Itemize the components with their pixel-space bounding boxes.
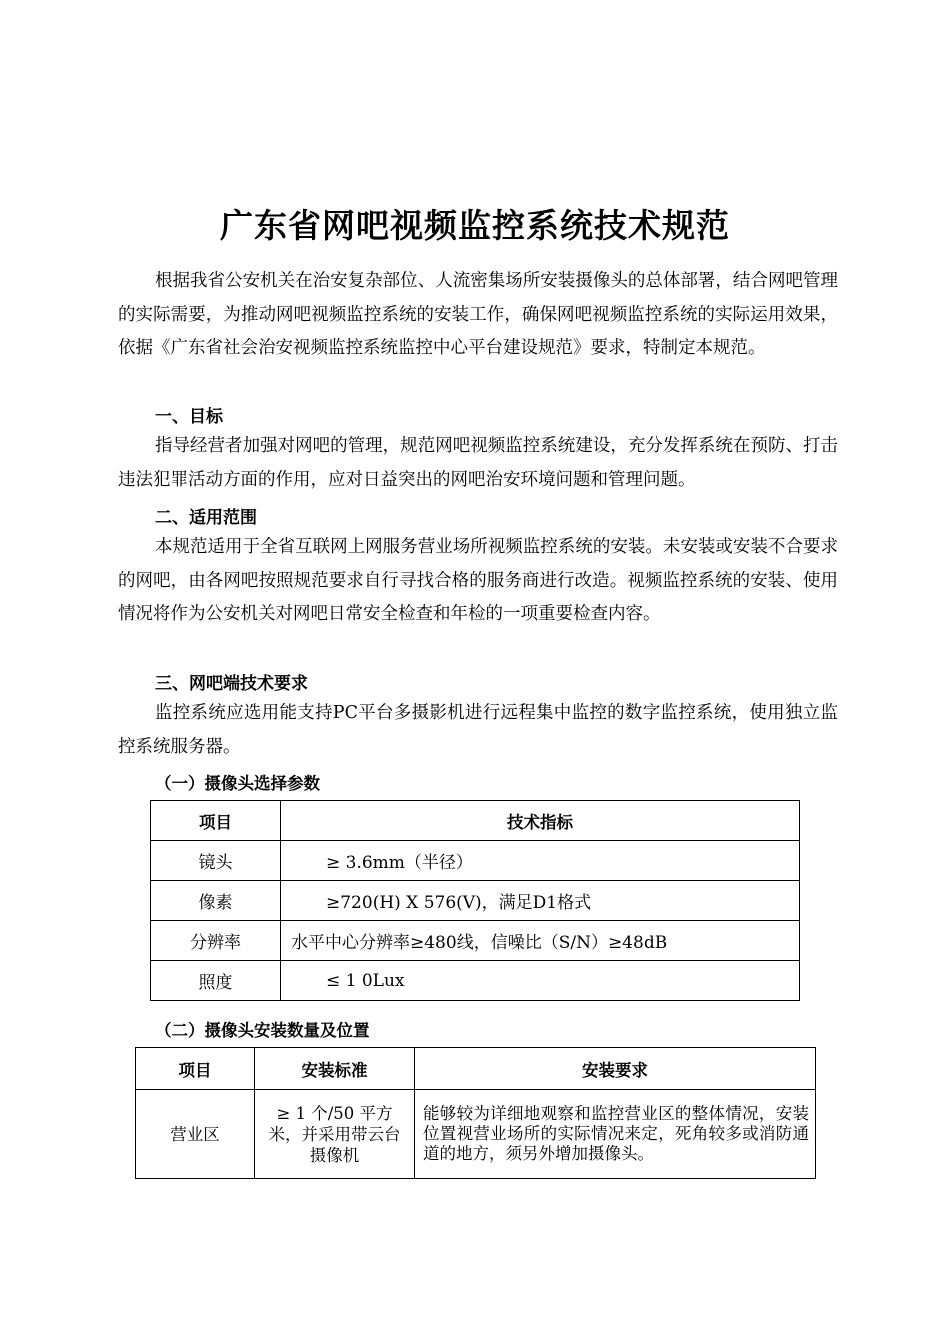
table-header-row [151, 801, 800, 841]
table-cell: 分辨率 [151, 921, 281, 961]
section-body-tech: 监控系统应选用能支持PC平台多摄影机进行远程集中监控的数字监控系统，使用独立监控系统服务器。 [118, 703, 838, 757]
camera-install-table [135, 1047, 816, 1179]
table-header-cell: 安装要求 [415, 1048, 816, 1090]
table-cell: 营业区 [136, 1090, 255, 1179]
section-heading-goal: 一、目标 [155, 407, 223, 427]
table-row [151, 961, 800, 1001]
table-header-cell: 安装标准 [255, 1048, 415, 1090]
table-row [136, 1090, 816, 1179]
table-cell: 水平中心分辨率≥480线，信噪比（S/N）≥48dB [281, 921, 800, 961]
section-body-scope: 本规范适用于全省互联网上网服务营业场所视频监控系统的安装。未安装或安装不合要求的网吧，由各网吧按照规范要求自行寻找合格的服务商进行改造。视频监控系统的安装、使用情况将作为公安机关对网吧日常安全检查和年检的一项重要检查内容。 [118, 537, 838, 624]
table-cell: ≤ 1 0Lux [281, 961, 800, 1001]
table-cell: 能够较为详细地观察和监控营业区的整体情况，安装位置视营业场所的实际情况来定，死角较多或消防通道的地方，须另外增加摄像头。 [415, 1090, 816, 1179]
table-row [151, 921, 800, 961]
section-body-goal: 指导经营者加强对网吧的管理，规范网吧视频监控系统建设，充分发挥系统在预防、打击违法犯罪活动方面的作用，应对日益突出的网吧治安环境问题和管理问题。 [118, 436, 838, 490]
table-row [151, 841, 800, 881]
table-cell: ≥720(H) X 576(V)，满足D1格式 [281, 881, 800, 921]
table-cell: ≥ 3.6mm（半径） [281, 841, 800, 881]
table-row [151, 881, 800, 921]
table-cell: 像素 [151, 881, 281, 921]
intro-paragraph: 根据我省公安机关在治安复杂部位、人流密集场所安装摄像头的总体部署，结合网吧管理的实际需要，为推动网吧视频监控系统的安装工作，确保网吧视频监控系统的实际运用效果，依据《广东省社会治安视频监控系统监控中心平台建设规范》要求，特制定本规范。 [118, 271, 838, 358]
table-header-cell: 项目 [151, 801, 281, 841]
table-cell: 照度 [151, 961, 281, 1001]
table2-caption: （二）摄像头安装数量及位置 [155, 1021, 370, 1040]
table1-caption: （一）摄像头选择参数 [155, 774, 320, 793]
table-header-cell: 技术指标 [281, 801, 800, 841]
camera-params-table [150, 800, 800, 1001]
table-header-cell: 项目 [136, 1048, 255, 1090]
section-heading-tech: 三、网吧端技术要求 [155, 674, 308, 694]
table-header-row [136, 1048, 816, 1090]
document-title: 广东省网吧视频监控系统技术规范 [220, 206, 730, 245]
section-heading-scope: 二、适用范围 [155, 508, 257, 528]
table-cell: ≥ 1 个/50 平方米，并采用带云台摄像机 [255, 1090, 415, 1179]
table-cell: 镜头 [151, 841, 281, 881]
